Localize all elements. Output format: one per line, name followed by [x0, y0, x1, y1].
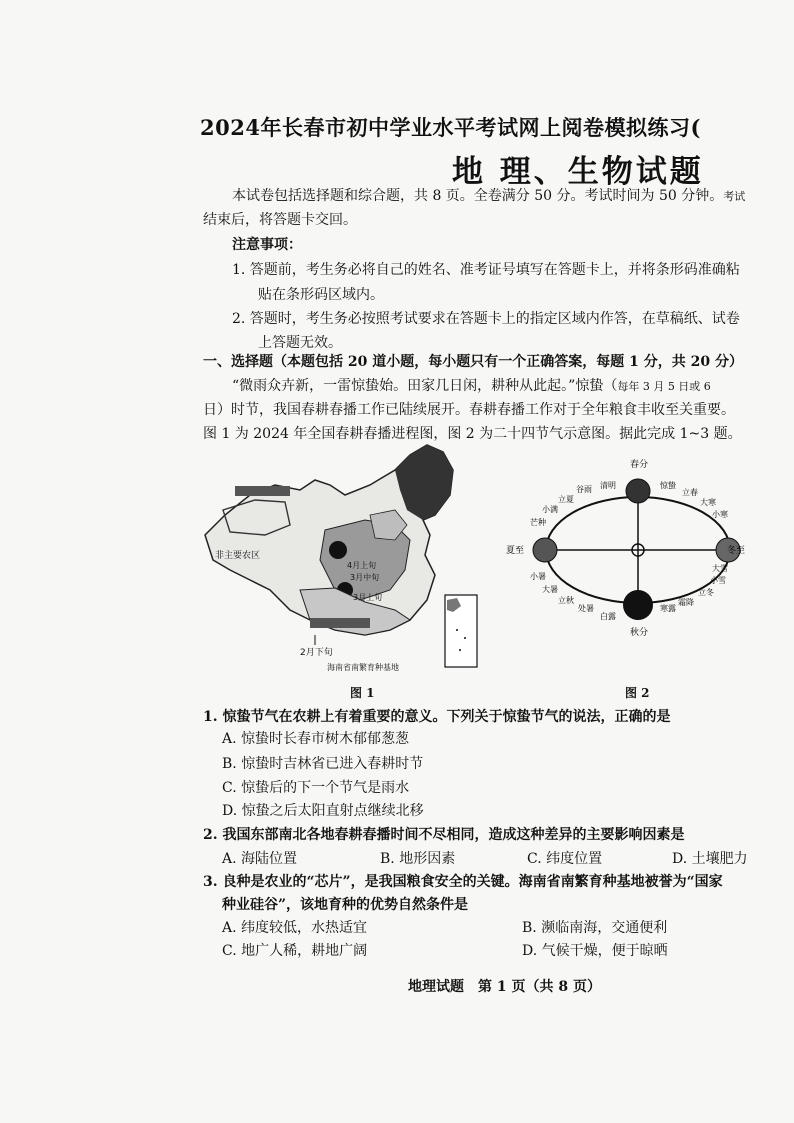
- earth-spring: [626, 479, 650, 503]
- earth-summer: [533, 538, 557, 562]
- question-3-option-b: B. 濒临南海，交通便利: [522, 920, 668, 936]
- notice-1-line-a: 1. 答题前，考生务必将自己的姓名、准考证号填写在答题卡上，并将条形码准确粘: [232, 262, 740, 278]
- term-xiaoshu: 小暑: [530, 572, 546, 581]
- term-mangzhong: 芒种: [530, 518, 546, 527]
- term-shuangjiang: 霜降: [678, 598, 694, 607]
- page-footer: 地理试题 第 1 页（共 8 页）: [408, 979, 601, 995]
- question-1-option-c: C. 惊蛰后的下一个节气是雨水: [222, 780, 410, 796]
- question-3-option-a: A. 纬度较低，水热适宜: [222, 920, 368, 936]
- term-summer-solstice: 夏至: [506, 546, 525, 556]
- figure-2-solar-terms: [500, 455, 745, 645]
- question-2-option-d: D. 土壤肥力: [672, 851, 748, 867]
- section-para-1: “微雨众卉新，一雷惊蛰始。田家几日闲，耕种从此起。”惊蛰（每年 3 月 5 日或 6: [232, 378, 711, 394]
- term-bailu: 白露: [600, 612, 616, 621]
- section-para-2: 日）时节，我国春耕春播工作已陆续展开。春耕春播工作对于全年粮食丰收至关重要。: [203, 402, 735, 418]
- question-2-option-a: A. 海陆位置: [222, 851, 298, 867]
- question-1-option-a: A. 惊蛰时长春市树木郁郁葱葱: [222, 731, 410, 747]
- question-1-option-d: D. 惊蛰之后太阳直射点继续北移: [222, 803, 424, 819]
- term-daxue: 大雪: [712, 564, 728, 573]
- label-april-upper: 4月上旬: [347, 561, 377, 570]
- earth-autumn: [623, 590, 653, 620]
- term-spring-equinox: 春分: [630, 460, 649, 470]
- figure-1-caption: 图 1: [350, 686, 375, 700]
- question-3-stem-line-a: 3. 良种是农业的“芯片”，是我国粮食安全的关键。海南省南繁育种基地被誉为“国家: [203, 874, 723, 890]
- term-dashu: 大暑: [542, 585, 558, 594]
- term-chushu: 处暑: [578, 604, 594, 613]
- label-feb-lower: 2月下旬: [300, 648, 333, 658]
- notice-2-line-a: 2. 答题时，考生务必按照考试要求在答题卡上的指定区域内作答，在草稿纸、试卷: [232, 311, 740, 327]
- term-xiaoman: 小满: [542, 505, 558, 514]
- term-qingming: 清明: [600, 481, 616, 490]
- question-2-option-c: C. 纬度位置: [527, 851, 603, 867]
- term-xiaoxue: 小雪: [710, 576, 726, 585]
- question-3-option-d: D. 气候干燥，便于晾晒: [522, 943, 668, 959]
- label-march-mid: 3月中旬: [350, 573, 380, 582]
- exam-subtitle: 地 理、生物试题: [452, 154, 704, 190]
- section-para-3: 图 1 为 2024 年全国春耕春播进程图，图 2 为二十四节气示意图。据此完成 1~3 题。: [203, 426, 742, 442]
- intro-line-2: 结束后，将答题卡交回。: [203, 212, 357, 228]
- question-3-option-c: C. 地广人稀，耕地广阔: [222, 943, 368, 959]
- notice-2-line-b: 上答题无效。: [258, 335, 342, 351]
- term-lichun: 立春: [682, 488, 698, 497]
- term-lixia: 立夏: [558, 495, 574, 504]
- question-2-option-b: B. 地形因素: [380, 851, 456, 867]
- question-2-stem: 2. 我国东部南北各地春耕春播时间不尽相同，造成这种差异的主要影响因素是: [203, 827, 685, 843]
- question-1-option-b: B. 惊蛰时吉林省已进入春耕时节: [222, 756, 424, 772]
- intro-line-1: 本试卷包括选择题和综合题，共 8 页。全卷满分 50 分。考试时间为 50 分钟。考试: [232, 188, 746, 204]
- notice-1-line-b: 贴在条形码区域内。: [258, 287, 384, 303]
- term-lidong: 立冬: [698, 588, 714, 597]
- term-guyu: 谷雨: [576, 485, 592, 494]
- term-jingzhe: 惊蛰: [660, 481, 676, 490]
- term-winter-solstice: 冬至: [726, 546, 745, 556]
- label-march-upper: 3月上旬: [353, 593, 383, 602]
- label-hainan-base: 海南省南繁育种基地: [327, 663, 399, 672]
- title-paren: (: [690, 115, 701, 140]
- question-1-stem: 1. 惊蛰节气在农耕上有着重要的意义。下列关于惊蛰节气的说法，正确的是: [203, 709, 671, 725]
- south-strip: [310, 618, 370, 628]
- north-dot: [329, 541, 347, 559]
- question-3-stem-line-b: 种业硅谷”，该地育种的优势自然条件是: [222, 897, 469, 913]
- term-xiaohan: 小寒: [712, 510, 728, 519]
- figure-2-caption: 图 2: [625, 686, 650, 700]
- west-band: [235, 486, 290, 496]
- term-autumn-equinox: 秋分: [630, 628, 649, 638]
- section-heading: 一、选择题（本题包括 20 道小题，每小题只有一个正确答案，每题 1 分，共 20 分）: [203, 354, 743, 370]
- term-dahan: 大寒: [700, 498, 716, 507]
- term-hanlu: 寒露: [660, 604, 676, 613]
- term-liqiu: 立秋: [558, 596, 574, 605]
- figure-1-map: [195, 440, 480, 680]
- notice-title: 注意事项：: [232, 237, 302, 253]
- label-non-main: 非主要农区: [215, 551, 261, 561]
- exam-title: 2024年长春市初中学业水平考试网上阅卷模拟练习(: [200, 115, 701, 140]
